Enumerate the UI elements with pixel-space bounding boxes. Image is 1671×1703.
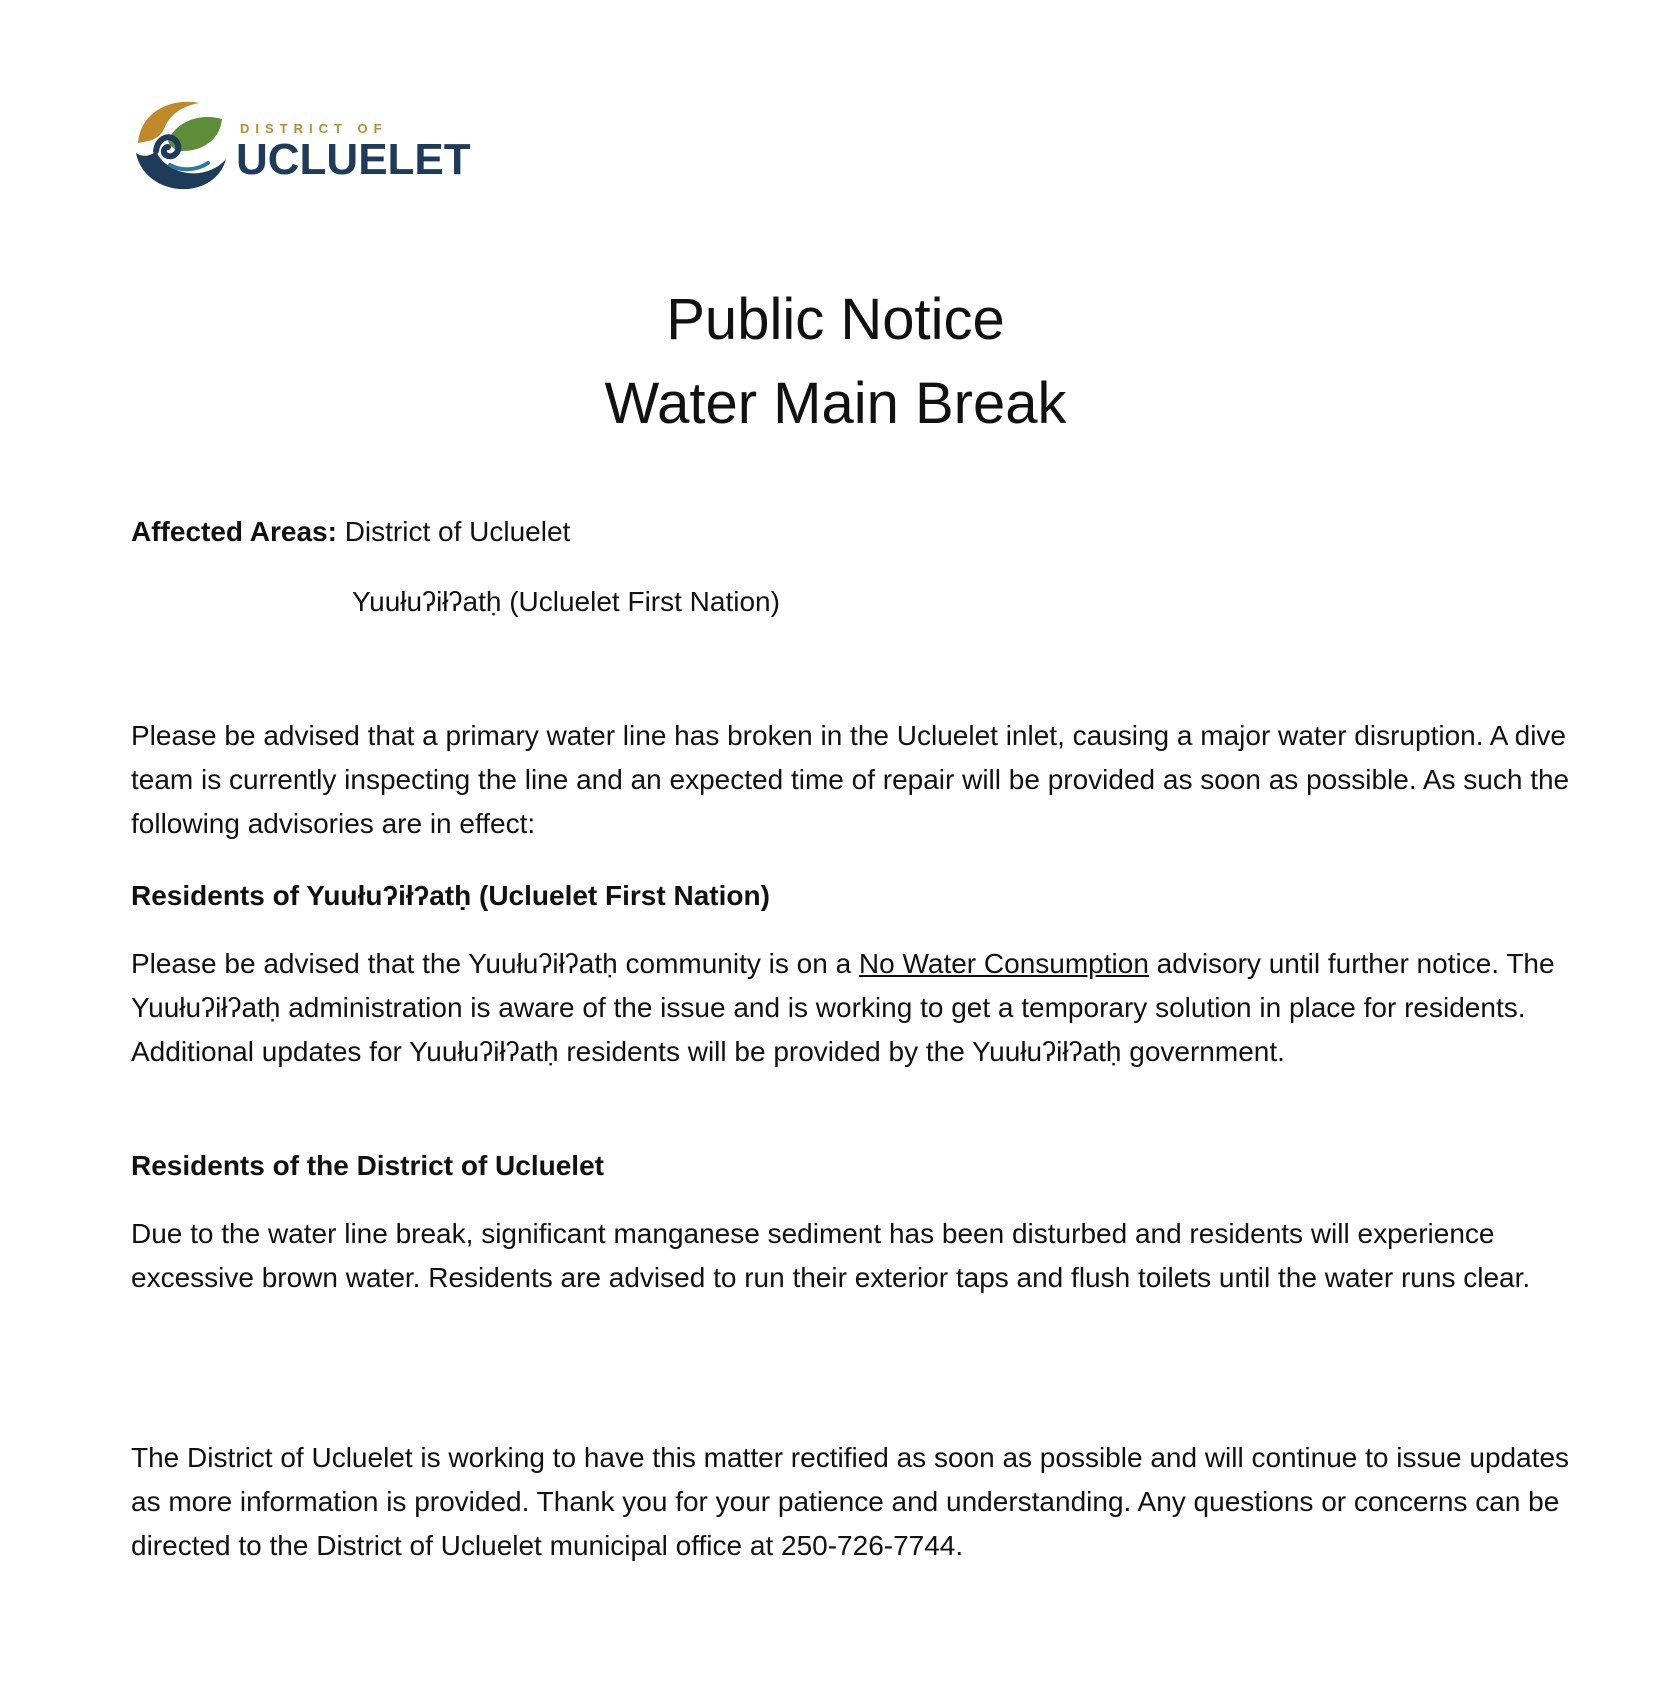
section1-text-after: advisory until further notice. The Yuułuʔiłʔatḥ administration is aware of the issue and is working to get a temporary solution in place for residents. Additional updates for Yuułuʔiłʔatḥ residents will be provided by the Yuułuʔiłʔatḥ government. xyxy=(131,948,1555,1067)
affected-area-1: District of Ucluelet xyxy=(344,516,571,547)
affected-area-2: Yuułuʔiłʔatḥ (Ucluelet First Nation) xyxy=(352,586,780,617)
page-title-line1: Public Notice xyxy=(666,287,1005,352)
section2-paragraph: Due to the water line break, significant manganese sediment has been disturbed and residents will experience excessive brown water. Residents are advised to run their exterior taps and flush toilets until the water runs clear. xyxy=(131,1218,1531,1293)
section2-heading: Residents of the District of Ucluelet xyxy=(131,1150,604,1181)
affected-areas-label: Affected Areas: xyxy=(131,516,337,547)
district-logo xyxy=(130,95,471,195)
section1-text-before: Please be advised that the Yuułuʔiłʔatḥ community is on a xyxy=(131,948,859,979)
closing-paragraph: The District of Ucluelet is working to have this matter rectified as soon as possible and will continue to issue updates as more information is provided. Thank you for your patience and understanding. Any questions or concerns can be directed to the District of Ucluelet municipal office at 250-726-7744. xyxy=(131,1442,1570,1561)
affected-areas xyxy=(131,510,1571,554)
section1-heading: Residents of Yuułuʔiłʔatḥ (Ucluelet First Nation) xyxy=(131,880,770,911)
ucluelet-logo-mark-icon xyxy=(130,95,230,195)
intro-paragraph: Please be advised that a primary water line has broken in the Ucluelet inlet, causing a major water disruption. A dive team is currently inspecting the line and an expected time of repair will be provided as soon as possible. As such the following advisories are in effect: xyxy=(131,720,1570,839)
logo-top-text: DISTRICT OF xyxy=(240,121,388,136)
page-title-line2: Water Main Break xyxy=(604,371,1067,436)
section1-paragraph xyxy=(131,942,1571,1074)
no-water-consumption-emphasis: No Water Consumption xyxy=(858,948,1149,979)
logo-name: UCLUELET xyxy=(236,135,471,184)
